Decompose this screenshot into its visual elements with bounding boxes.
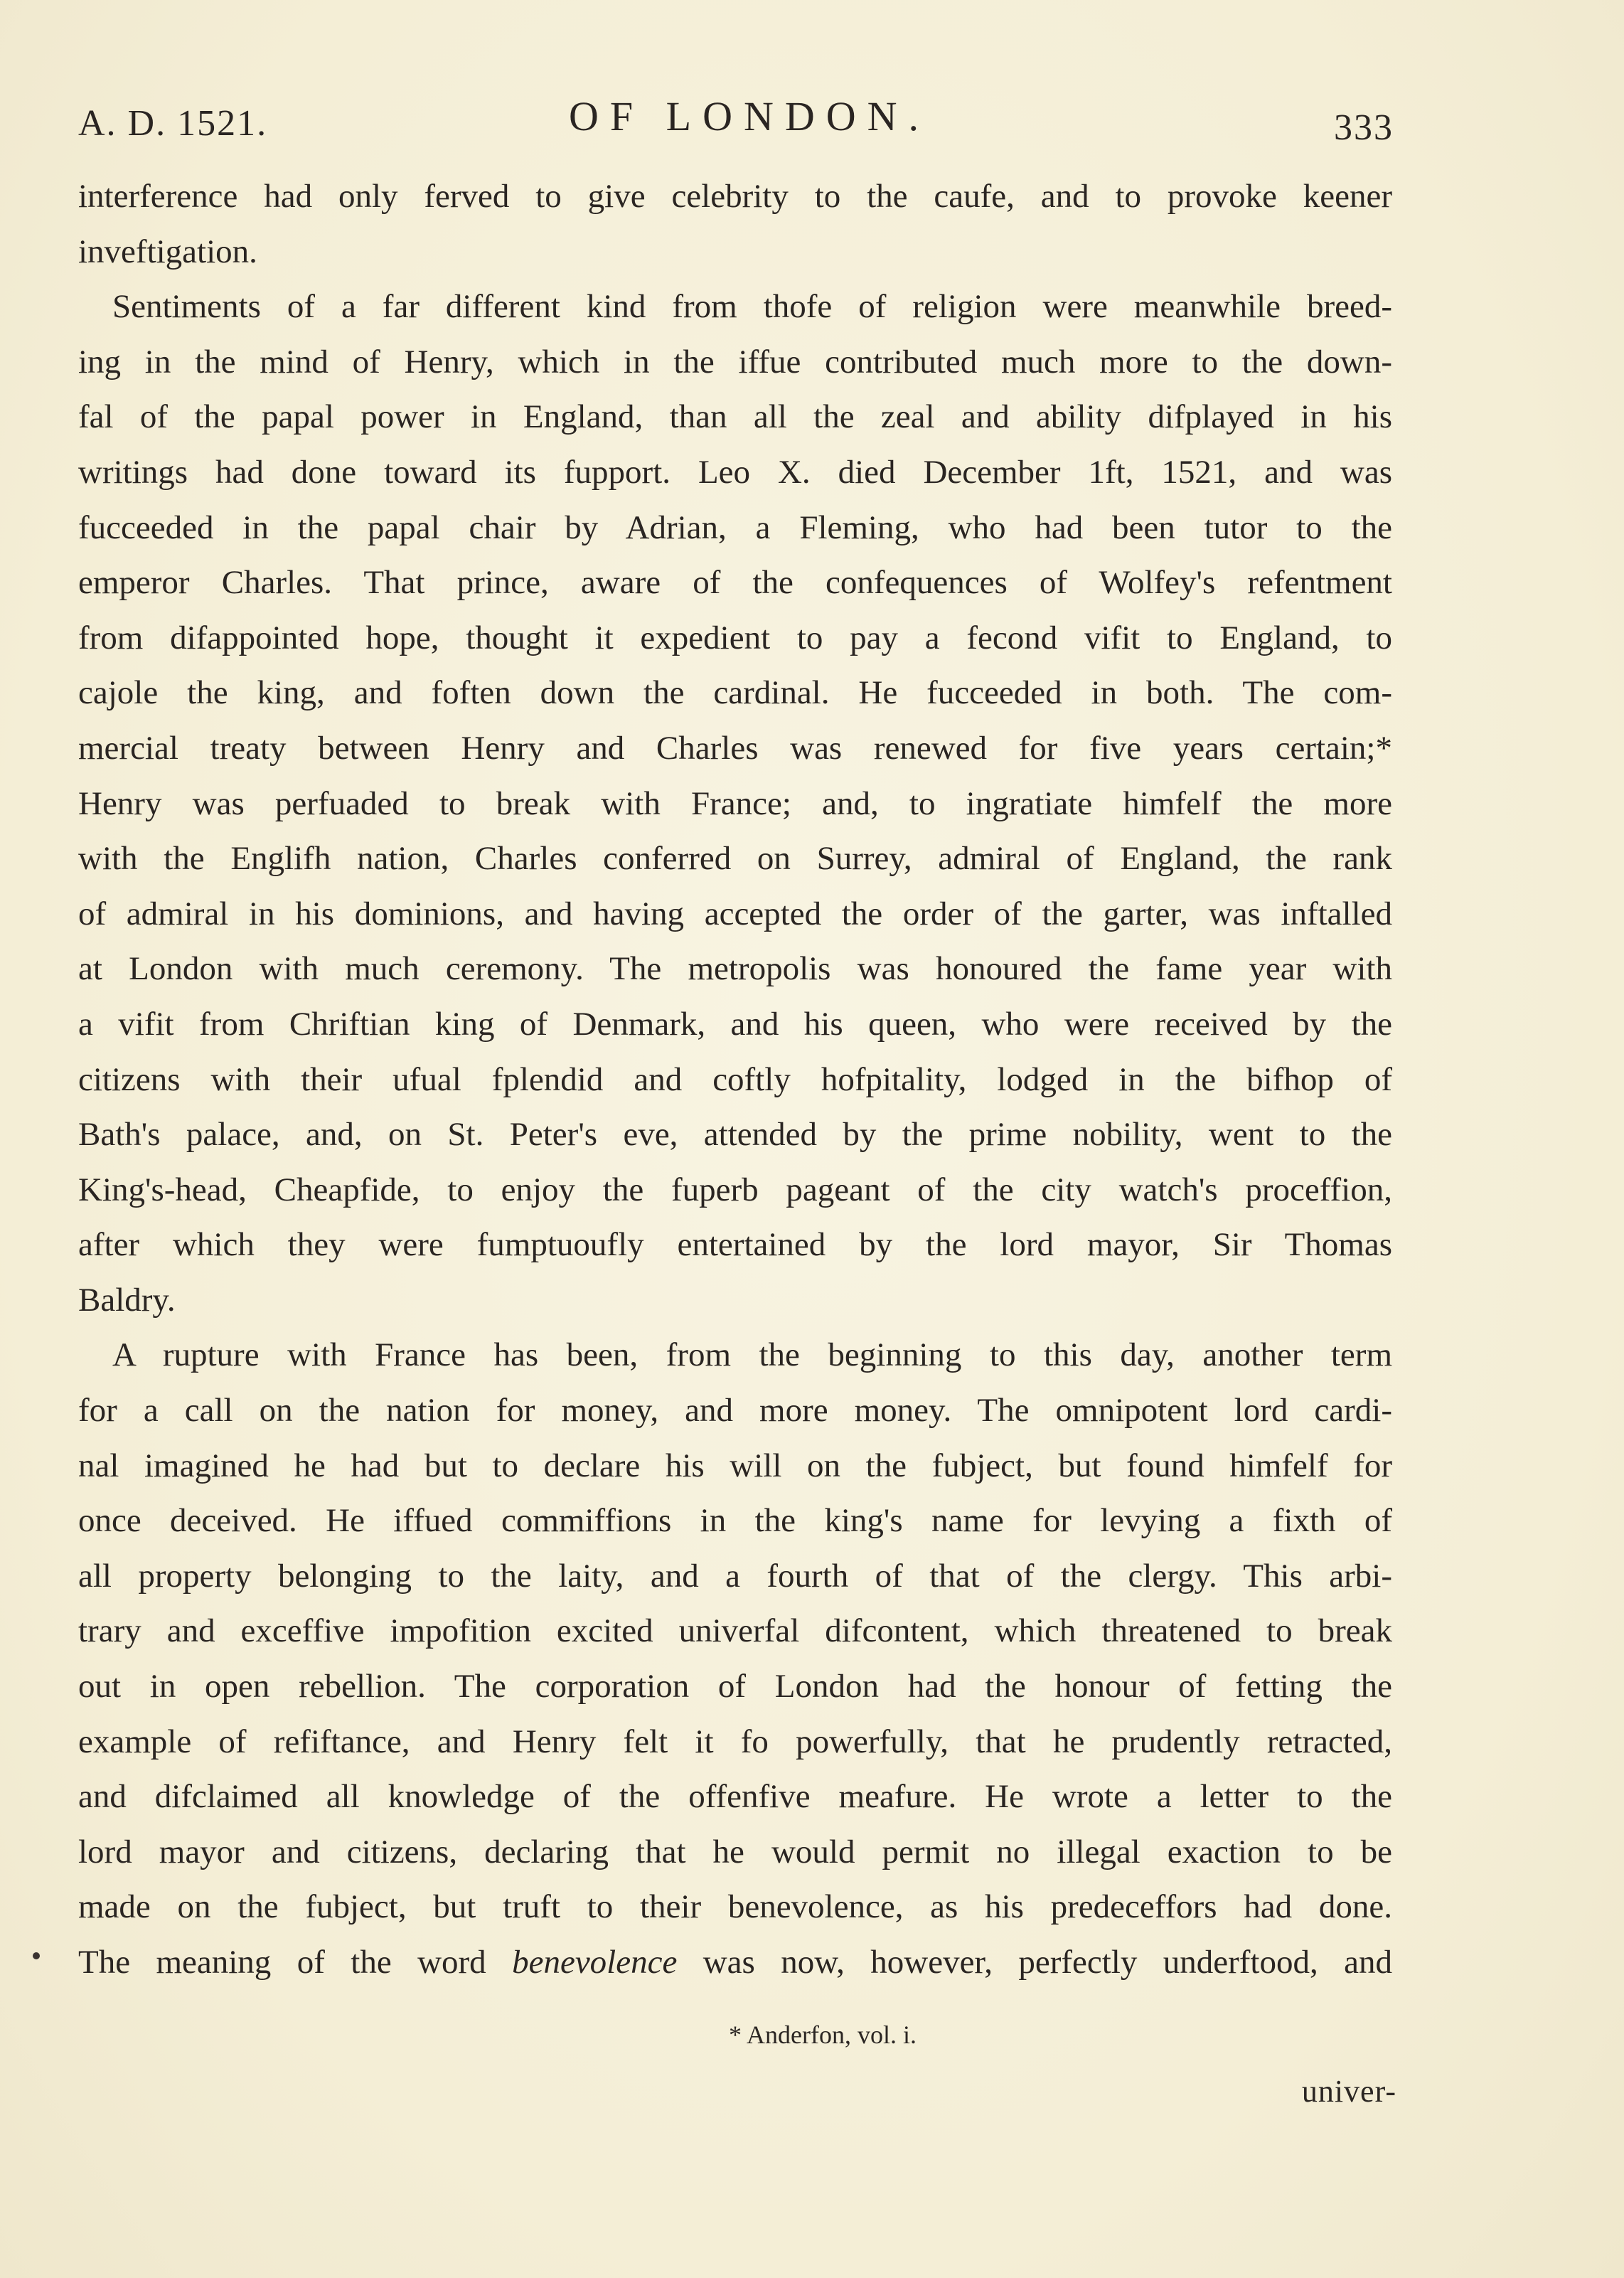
text-line: fucceeded in the papal chair by Adrian, a Fleming, who had been tutor to the <box>78 509 1392 546</box>
text-line: after which they were fumptuoufly entertained by the lord mayor, Sir Thomas <box>78 1226 1392 1264</box>
text-line: Bath's palace, and, on St. Peter's eve, attended by the prime nobility, went to the <box>78 1116 1392 1154</box>
text-line: from difappointed hope, thought it expedient to pay a fecond vifit to England, to <box>78 619 1392 656</box>
text-line: Henry was perfuaded to break with France; and, to ingratiate himfelf the more <box>78 784 1392 822</box>
body-text <box>78 169 1392 1991</box>
text-line: cajole the king, and foften down the cardinal. He fucceeded in both. The com- <box>78 674 1392 712</box>
text-line: a vifit from Chriftian king of Denmark, and his queen, who were received by the <box>78 1005 1392 1043</box>
text-line: made on the fubject, but truft to their benevolence, as his predeceffors had done. <box>78 1888 1392 1926</box>
text-segment: was now, however, perfectly underftood, and <box>677 1944 1392 1981</box>
header-title: OF LONDON. <box>569 93 930 139</box>
text-line-with-italic <box>78 1935 1392 1991</box>
text-line: with the Englifh nation, Charles conferred on Surrey, admiral of England, the rank <box>78 840 1392 878</box>
text-line: Baldry. <box>78 1281 176 1319</box>
running-header <box>78 92 1394 149</box>
footnote: * Anderfon, vol. i. <box>729 2021 917 2049</box>
text-line: example of refiftance, and Henry felt it fo powerfully, that he prudently retracted, <box>78 1723 1392 1760</box>
italic-word: benevolence <box>512 1944 678 1981</box>
text-segment: The meaning of the word <box>78 1944 513 1981</box>
margin-mark <box>33 1952 40 1959</box>
text-line: trary and exceffive impofition excited univerfal difcontent, which threatened to break <box>78 1612 1392 1650</box>
text-line: interference had only ferved to give celebrity to the caufe, and to provoke keener <box>78 178 1392 215</box>
header-date: A. D. 1521. <box>78 103 268 144</box>
text-line: of admiral in his dominions, and having accepted the order of the garter, was inftalled <box>78 895 1392 932</box>
text-line: out in open rebellion. The corporation of London had the honour of fetting the <box>78 1668 1392 1705</box>
text-line: and difclaimed all knowledge of the offenfive meafure. He wrote a letter to the <box>78 1778 1392 1816</box>
text-line: citizens with their ufual fplendid and coftly hofpitality, lodged in the bifhop of <box>78 1060 1392 1098</box>
text-line: fal of the papal power in England, than all the zeal and ability difplayed in his <box>78 398 1392 436</box>
text-line: for a call on the nation for money, and more money. The omnipotent lord cardi- <box>78 1392 1392 1430</box>
text-line: lord mayor and citizens, declaring that he would permit no illegal exaction to be <box>78 1833 1392 1870</box>
text-line: writings had done toward its fupport. Leo X. died December 1ft, 1521, and was <box>78 453 1392 491</box>
text-line: all property belonging to the laity, and a fourth of that of the clergy. This arbi- <box>78 1557 1392 1595</box>
text-line: emperor Charles. That prince, aware of the confequences of Wolfey's refentment <box>78 564 1392 602</box>
catchword: univer- <box>1301 2074 1396 2109</box>
text-line: inveftigation. <box>78 233 257 270</box>
text-line: at London with much ceremony. The metropolis was honoured the fame year with <box>78 950 1392 988</box>
text-line: once deceived. He iffued commiffions in the king's name for levying a fixth of <box>78 1502 1392 1540</box>
text-line: King's-head, Cheapfide, to enjoy the fuperb pageant of the city watch's proceffion, <box>78 1171 1392 1208</box>
text-line: mercial treaty between Henry and Charles was renewed for five years certain;* <box>78 729 1392 767</box>
text-line: ing in the mind of Henry, which in the iffue contributed much more to the down- <box>78 343 1392 380</box>
text-line: nal imagined he had but to declare his will on the fubject, but found himfelf for <box>78 1447 1392 1484</box>
text-line: A rupture with France has been, from the beginning to this day, another term <box>112 1336 1392 1374</box>
page-number: 333 <box>1334 107 1394 148</box>
text-line: Sentiments of a far different kind from thofe of religion were meanwhile breed- <box>112 288 1392 326</box>
